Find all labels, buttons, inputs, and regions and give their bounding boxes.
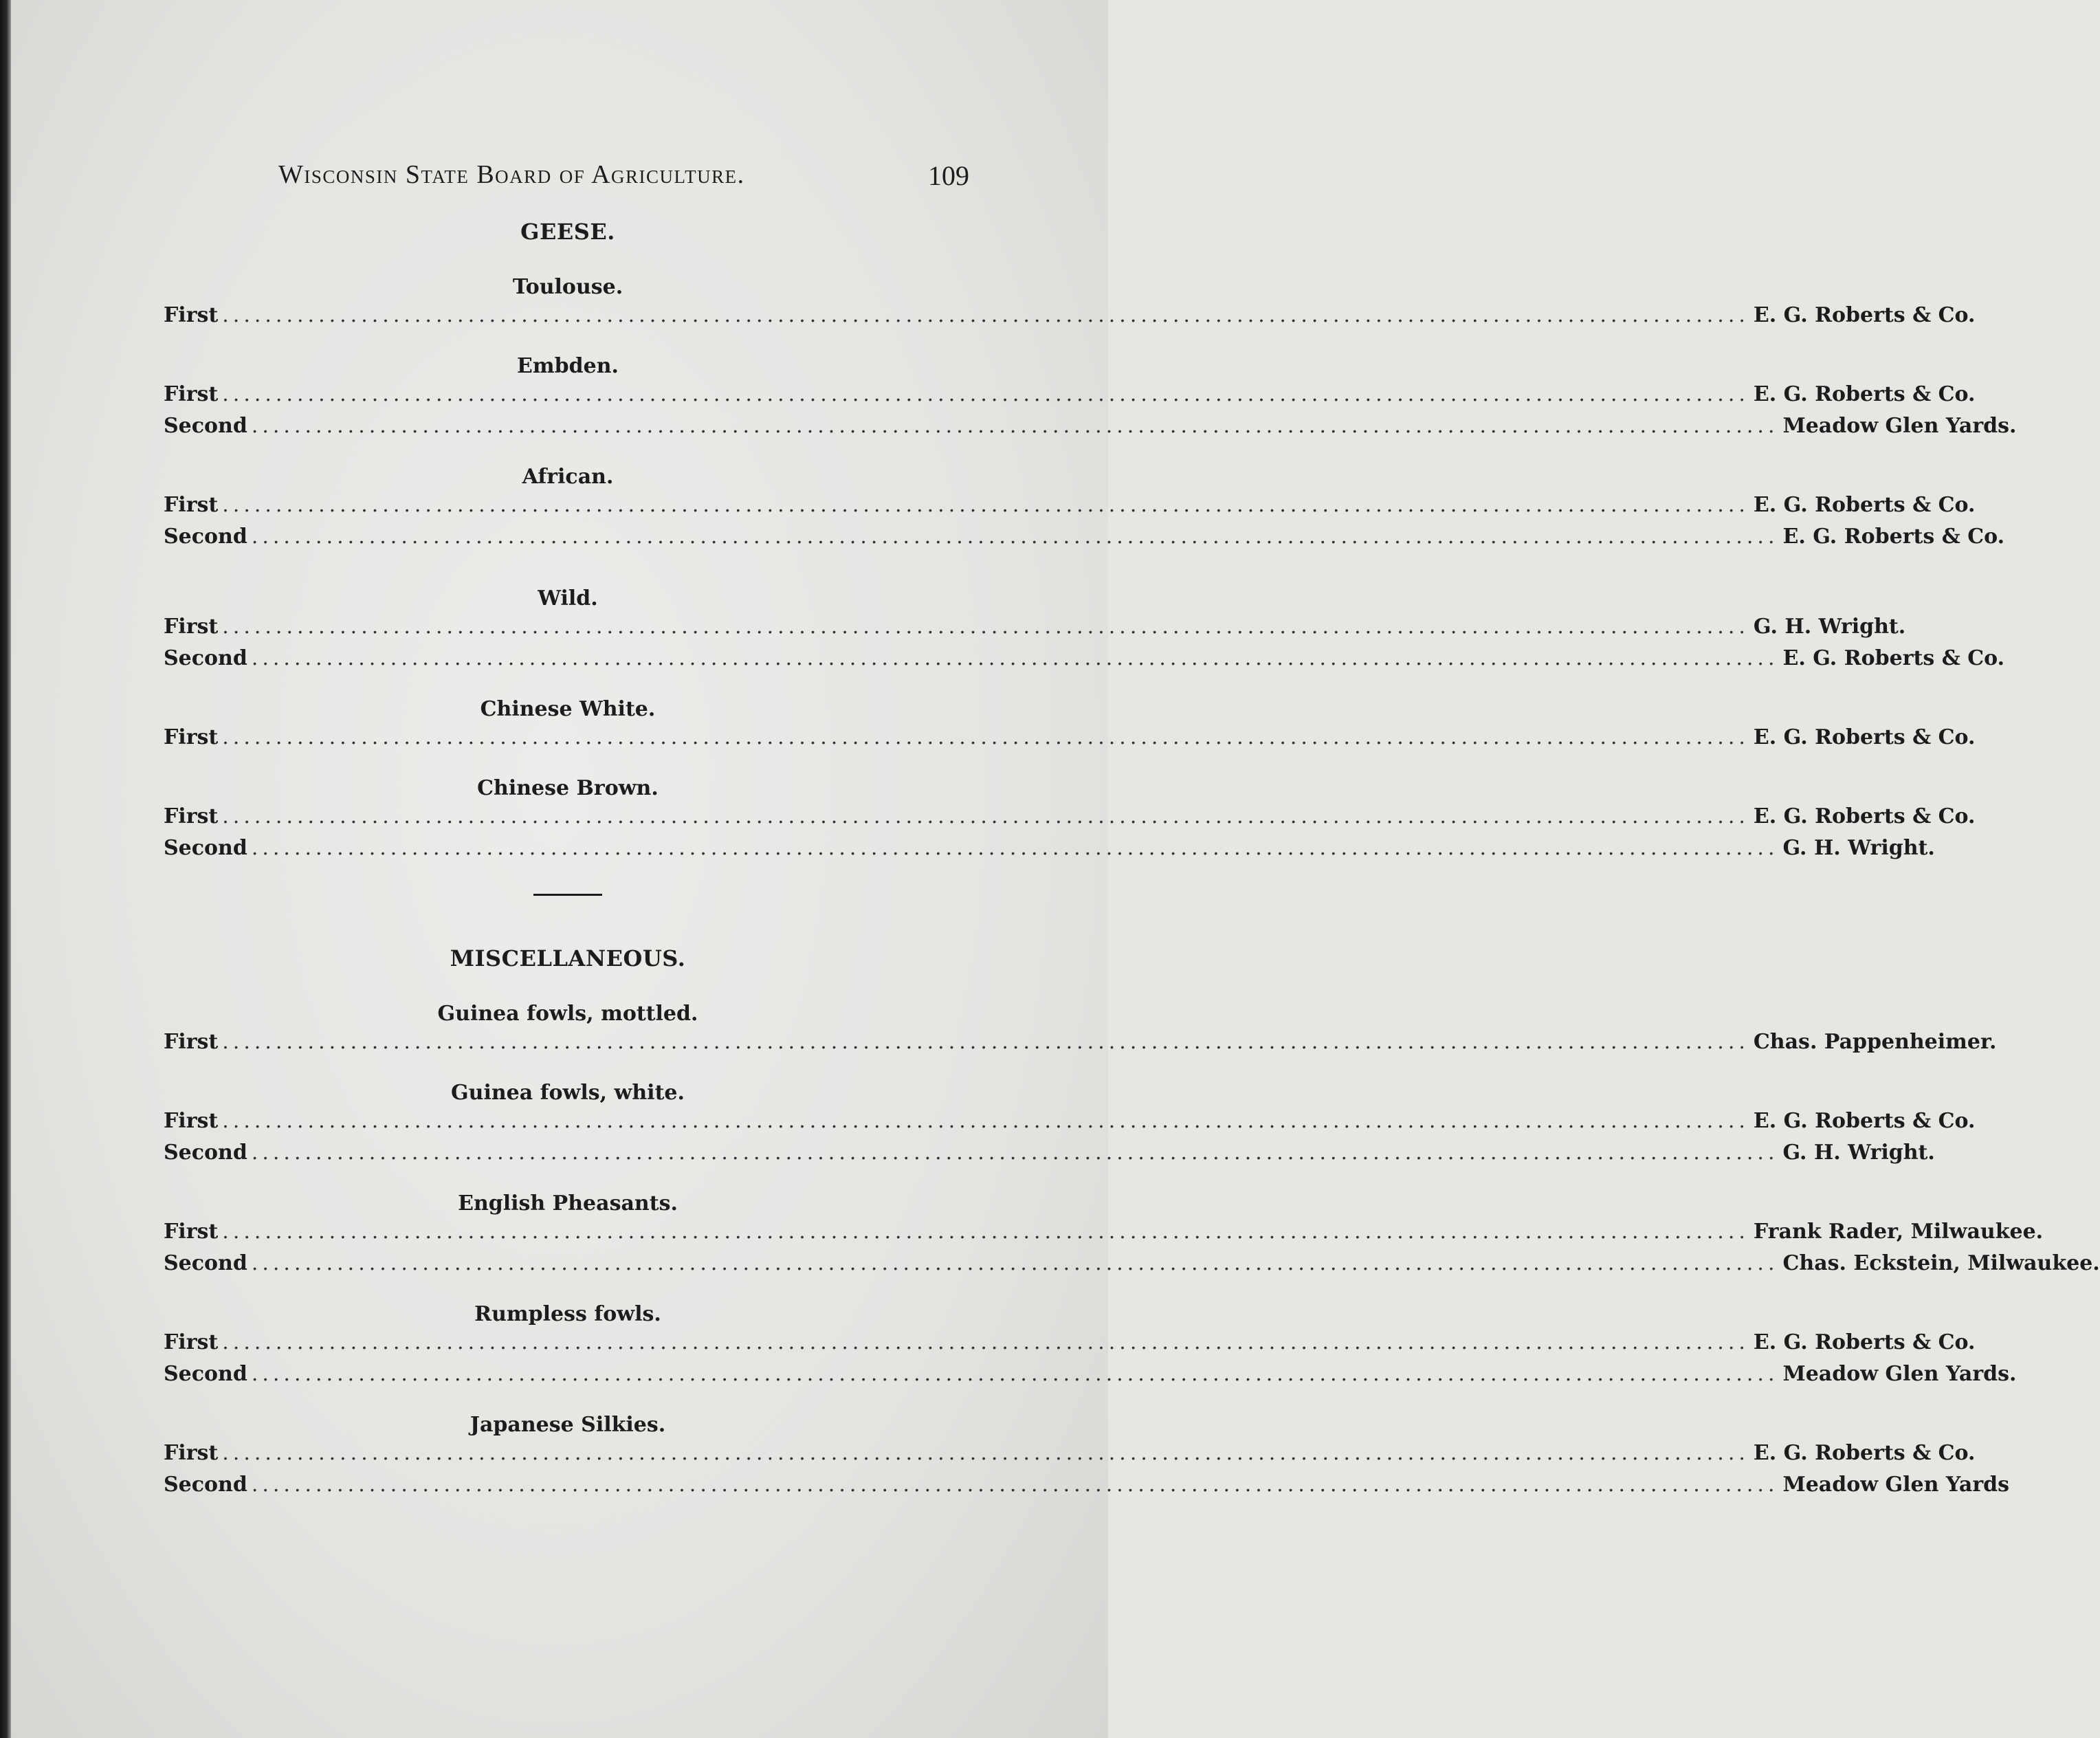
dot-leader: ...............................................................................................................................................	[222, 1441, 1749, 1465]
award-entry	[164, 836, 1935, 868]
dot-leader: ...............................................................................................................................................	[222, 493, 1749, 517]
category-toulouse	[164, 275, 1976, 335]
dot-leader: ...............................................................................................................................................	[222, 1109, 1749, 1133]
award-place: Second	[164, 1251, 247, 1275]
running-head	[278, 160, 969, 201]
award-winner: E. G. Roberts & Co.	[1753, 493, 1976, 517]
award-place: First	[164, 804, 219, 828]
results-content	[164, 219, 2100, 1504]
award-winner: E. G. Roberts & Co.	[1782, 646, 2005, 670]
category-title: English Pheasants.	[458, 1191, 678, 1216]
award-winner: E. G. Roberts & Co.	[1753, 1109, 1976, 1133]
award-place: First	[164, 1441, 219, 1465]
award-winner: Chas. Pappenheimer.	[1753, 1030, 1997, 1054]
dot-leader: ...............................................................................................................................................	[251, 1473, 1779, 1497]
award-place: First	[164, 1330, 219, 1354]
category-chinese-white	[164, 697, 1976, 757]
award-place: First	[164, 303, 219, 327]
award-winner: E. G. Roberts & Co.	[1753, 725, 1976, 749]
running-title: Wisconsin State Board of Agriculture.	[278, 160, 745, 189]
category-title: Chinese Brown.	[477, 776, 659, 800]
award-entry	[164, 1251, 2100, 1283]
dot-leader: ...............................................................................................................................................	[222, 725, 1749, 749]
page-number: 109	[928, 160, 969, 191]
award-entry	[164, 525, 2005, 556]
award-place: Second	[164, 1141, 247, 1165]
award-entry	[164, 1473, 2010, 1504]
category-wild	[164, 586, 2005, 678]
award-entry	[164, 725, 1976, 757]
award-winner: E. G. Roberts & Co.	[1753, 804, 1976, 828]
category-embden	[164, 354, 2017, 446]
category-african	[164, 465, 2005, 556]
award-place: Second	[164, 1362, 247, 1386]
book-spine-edge	[0, 0, 11, 1738]
award-place: Second	[164, 836, 247, 860]
award-place: Second	[164, 525, 247, 549]
category-english-pheasants	[164, 1191, 2100, 1283]
award-place: First	[164, 1109, 219, 1133]
dot-leader: ...............................................................................................................................................	[251, 1251, 1779, 1275]
award-place: Second	[164, 646, 247, 670]
section-divider	[533, 894, 602, 896]
award-winner: Frank Rader, Milwaukee.	[1753, 1220, 2044, 1244]
award-entry	[164, 1330, 1976, 1362]
dot-leader: ...............................................................................................................................................	[251, 836, 1779, 860]
category-title: Embden.	[517, 354, 619, 378]
award-entry	[164, 1220, 2044, 1251]
award-winner: E. G. Roberts & Co.	[1753, 1330, 1976, 1354]
award-entry	[164, 1141, 1935, 1172]
award-place: First	[164, 382, 219, 406]
category-title: Japanese Silkies.	[469, 1413, 666, 1437]
dot-leader: ...............................................................................................................................................	[251, 1362, 1779, 1386]
award-entry	[164, 646, 2005, 678]
award-winner: Meadow Glen Yards	[1782, 1473, 2010, 1497]
award-entry	[164, 615, 1906, 646]
award-winner: E. G. Roberts & Co.	[1753, 303, 1976, 327]
category-guinea-mottled	[164, 1002, 1997, 1062]
award-winner: G. H. Wright.	[1782, 1141, 1935, 1165]
category-title: Toulouse.	[512, 275, 623, 299]
category-title: Guinea fowls, white.	[451, 1081, 685, 1105]
dot-leader: ...............................................................................................................................................	[222, 1220, 1749, 1244]
dot-leader: ...............................................................................................................................................	[222, 382, 1749, 406]
category-title: Rumpless fowls.	[474, 1302, 661, 1326]
award-winner: E. G. Roberts & Co.	[1782, 525, 2005, 549]
dot-leader: ...............................................................................................................................................	[251, 414, 1779, 438]
category-title: Chinese White.	[480, 697, 656, 721]
award-place: Second	[164, 414, 247, 438]
award-entry	[164, 493, 1976, 525]
award-winner: E. G. Roberts & Co.	[1753, 382, 1976, 406]
award-entry	[164, 414, 2017, 446]
dot-leader: ...............................................................................................................................................	[251, 646, 1779, 670]
dot-leader: ...............................................................................................................................................	[222, 615, 1749, 639]
award-winner: Meadow Glen Yards.	[1782, 414, 2017, 438]
category-title: Wild.	[538, 586, 598, 610]
category-title: African.	[522, 465, 614, 489]
category-title: Guinea fowls, mottled.	[437, 1002, 698, 1026]
dot-leader: ...............................................................................................................................................	[222, 1330, 1749, 1354]
award-winner: G. H. Wright.	[1782, 836, 1935, 860]
section-miscellaneous	[164, 945, 2100, 1504]
award-place: First	[164, 1220, 219, 1244]
award-entry	[164, 1109, 1976, 1141]
award-winner: Meadow Glen Yards.	[1782, 1362, 2017, 1386]
award-winner: E. G. Roberts & Co.	[1753, 1441, 1976, 1465]
section-title: GEESE.	[520, 219, 615, 245]
award-place: First	[164, 1030, 219, 1054]
section-geese	[164, 219, 2017, 868]
award-winner: Chas. Eckstein, Milwaukee.	[1782, 1251, 2100, 1275]
dot-leader: ...............................................................................................................................................	[251, 525, 1779, 549]
award-entry	[164, 1030, 1997, 1062]
award-entry	[164, 1441, 1976, 1473]
category-rumpless-fowls	[164, 1302, 2017, 1394]
category-chinese-brown	[164, 776, 1976, 868]
dot-leader: ...............................................................................................................................................	[222, 804, 1749, 828]
award-entry	[164, 1362, 2017, 1394]
section-title: MISCELLANEOUS.	[450, 945, 686, 971]
category-guinea-white	[164, 1081, 1976, 1172]
award-place: First	[164, 725, 219, 749]
award-entry	[164, 303, 1976, 335]
award-winner: G. H. Wright.	[1753, 615, 1906, 639]
award-place: First	[164, 493, 219, 517]
award-entry	[164, 382, 1976, 414]
award-entry	[164, 804, 1976, 836]
dot-leader: ...............................................................................................................................................	[222, 1030, 1749, 1054]
dot-leader: ...............................................................................................................................................	[251, 1141, 1779, 1165]
award-place: First	[164, 615, 219, 639]
category-japanese-silkies	[164, 1413, 2010, 1504]
award-place: Second	[164, 1473, 247, 1497]
dot-leader: ...............................................................................................................................................	[222, 303, 1749, 327]
